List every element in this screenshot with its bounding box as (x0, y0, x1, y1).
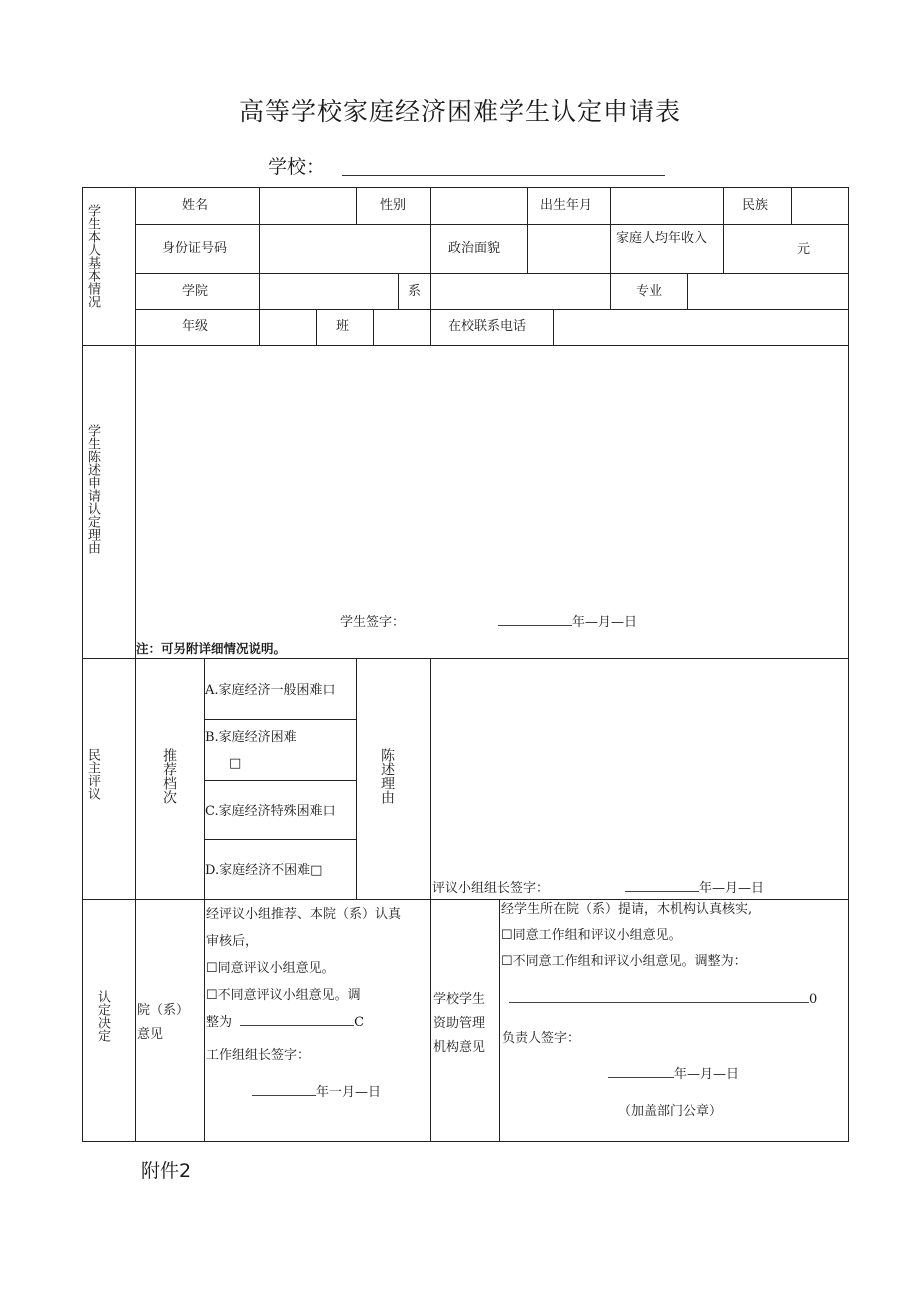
table-border-right (848, 187, 849, 1142)
col-divider (356, 658, 357, 899)
income-unit: 元 (797, 242, 811, 257)
attachment-label: 附件2 (141, 1160, 192, 1182)
form-title: 高等学校家庭经济困难学生认定申请表 (238, 97, 681, 126)
option-b-checkbox[interactable]: □ (229, 756, 242, 771)
date-blank (252, 1085, 316, 1096)
name-label: 姓名 (182, 198, 209, 213)
agency-label-line2: 资助管理 (433, 1016, 486, 1031)
id-number-label: 身份证号码 (162, 241, 228, 256)
option-d-no-difficulty[interactable]: D.家庭经济不困难□ (205, 863, 323, 878)
college-line-1: 经评议小组推荐、本院（系）认真 (206, 907, 402, 922)
major-field[interactable] (688, 274, 847, 308)
row-divider (204, 780, 356, 781)
table-border-bottom (82, 1141, 849, 1142)
col-divider (527, 187, 528, 224)
school-input-line[interactable] (342, 175, 665, 176)
date-text: 年—月—日 (674, 1067, 740, 1082)
work-group-sign-label: 工作组组长签字： (206, 1048, 311, 1063)
date-blank (625, 881, 699, 892)
table-border-left (82, 187, 83, 1142)
date-text: 年—月—日 (699, 881, 765, 896)
major-label: 专业 (636, 284, 663, 299)
date-text: 年一月—日 (316, 1085, 382, 1100)
responsible-sign-label: 负责人签字： (502, 1031, 581, 1046)
col-divider (398, 273, 399, 309)
grade-label: 年级 (182, 319, 209, 334)
household-income-label: 家庭人均年收入 (616, 231, 708, 246)
decision-section-label: 认定决定 (95, 990, 110, 1042)
phone-label: 在校联系电话 (448, 319, 527, 334)
statement-note: 注：可另附详细情况说明。 (136, 641, 287, 656)
agency-line-1: 经学生所在院（系）提请，木机构认真核实, (501, 902, 753, 917)
row-divider (204, 839, 356, 840)
section-label-column-divider (135, 187, 136, 1142)
name-field[interactable] (260, 188, 355, 223)
college-line-2: 审核后， (206, 934, 259, 949)
statement-reason-label: 陈述理由 (379, 748, 395, 804)
date-text: 年—月—日 (572, 615, 638, 630)
college-label: 学院 (182, 284, 209, 299)
department-label: 系 (408, 284, 422, 299)
work-group-sign-date[interactable] (206, 1079, 401, 1106)
evaluation-reason-field[interactable] (431, 659, 848, 877)
ethnic-label: 民族 (742, 198, 769, 213)
agency-disagree-option[interactable]: ☐不同意工作组和评议小组意见。调整为： (501, 954, 747, 969)
col-divider (499, 899, 500, 1142)
option-c-special-difficulty[interactable]: C.家庭经济特殊困难口 (205, 804, 336, 819)
evaluation-leader-sign-label: 评议小组组长签字： (432, 881, 550, 896)
ethnic-field[interactable] (792, 188, 847, 223)
id-number-field[interactable] (260, 225, 429, 272)
agency-agree-option[interactable]: ☐同意工作组和评议小组意见。 (501, 928, 682, 943)
department-seal-note: （加盖部门公章） (618, 1104, 723, 1119)
adjust-prefix: 整为 (206, 1015, 233, 1030)
gender-label: 性别 (380, 198, 407, 213)
student-sign-label: 学生签字： (340, 615, 406, 630)
college-opinion-text (206, 901, 401, 1106)
class-label: 班 (336, 319, 350, 334)
date-blank (608, 1067, 674, 1078)
statement-section-label: 学生陈述申请认定理由 (85, 424, 100, 554)
college-agree-option[interactable]: ☐同意评议小组意见。 (206, 961, 335, 976)
col-divider (430, 309, 431, 345)
household-income-field[interactable] (724, 225, 794, 272)
option-b-difficulty[interactable]: B.家庭经济困难 (205, 730, 297, 745)
col-divider (356, 187, 357, 224)
date-blank (498, 615, 572, 626)
class-field[interactable] (374, 310, 429, 344)
agency-label-line3: 机构意见 (433, 1040, 486, 1055)
department-field[interactable] (431, 274, 609, 308)
col-divider (610, 224, 611, 273)
college-opinion-label-line1: 院（系） (137, 1003, 190, 1018)
evaluation-section-label: 民主评议 (85, 748, 100, 800)
birth-label: 出生年月 (540, 198, 593, 213)
row-divider (204, 719, 356, 720)
college-field[interactable] (260, 274, 397, 308)
basic-section-label: 学生本人基本情况 (85, 204, 100, 308)
agency-adjust-row[interactable] (509, 992, 817, 1008)
option-a-general-difficulty[interactable]: A.家庭经济一般困难口 (205, 683, 336, 698)
political-status-field[interactable] (528, 225, 609, 272)
college-opinion-label-line2: 意见 (137, 1027, 164, 1042)
phone-field[interactable] (554, 310, 847, 344)
agency-label-line1: 学校学生 (433, 992, 486, 1007)
responsible-sign-date[interactable] (608, 1067, 739, 1083)
adjust-blank[interactable] (240, 1015, 354, 1026)
statement-textarea[interactable] (136, 346, 848, 608)
col-divider (316, 309, 317, 345)
student-sign-date[interactable] (498, 615, 637, 631)
col-divider (610, 273, 611, 309)
recommend-level-label: 推荐档次 (161, 748, 177, 804)
agency-opinion-text (501, 897, 752, 975)
evaluation-sign-date[interactable] (625, 881, 764, 897)
gender-field[interactable] (431, 188, 526, 223)
adjust-suffix: 0 (809, 992, 818, 1007)
political-status-label: 政治面貌 (448, 241, 501, 256)
college-disagree-option[interactable]: ☐不同意评议小组意见。调 (206, 988, 361, 1003)
col-divider (430, 224, 431, 273)
college-adjust-row (206, 1009, 401, 1036)
adjust-suffix: C (354, 1015, 365, 1030)
adjust-blank (509, 992, 809, 1003)
school-label: 学校： (268, 156, 326, 178)
col-divider (723, 187, 724, 224)
birth-field[interactable] (611, 188, 722, 223)
grade-field[interactable] (260, 310, 315, 344)
